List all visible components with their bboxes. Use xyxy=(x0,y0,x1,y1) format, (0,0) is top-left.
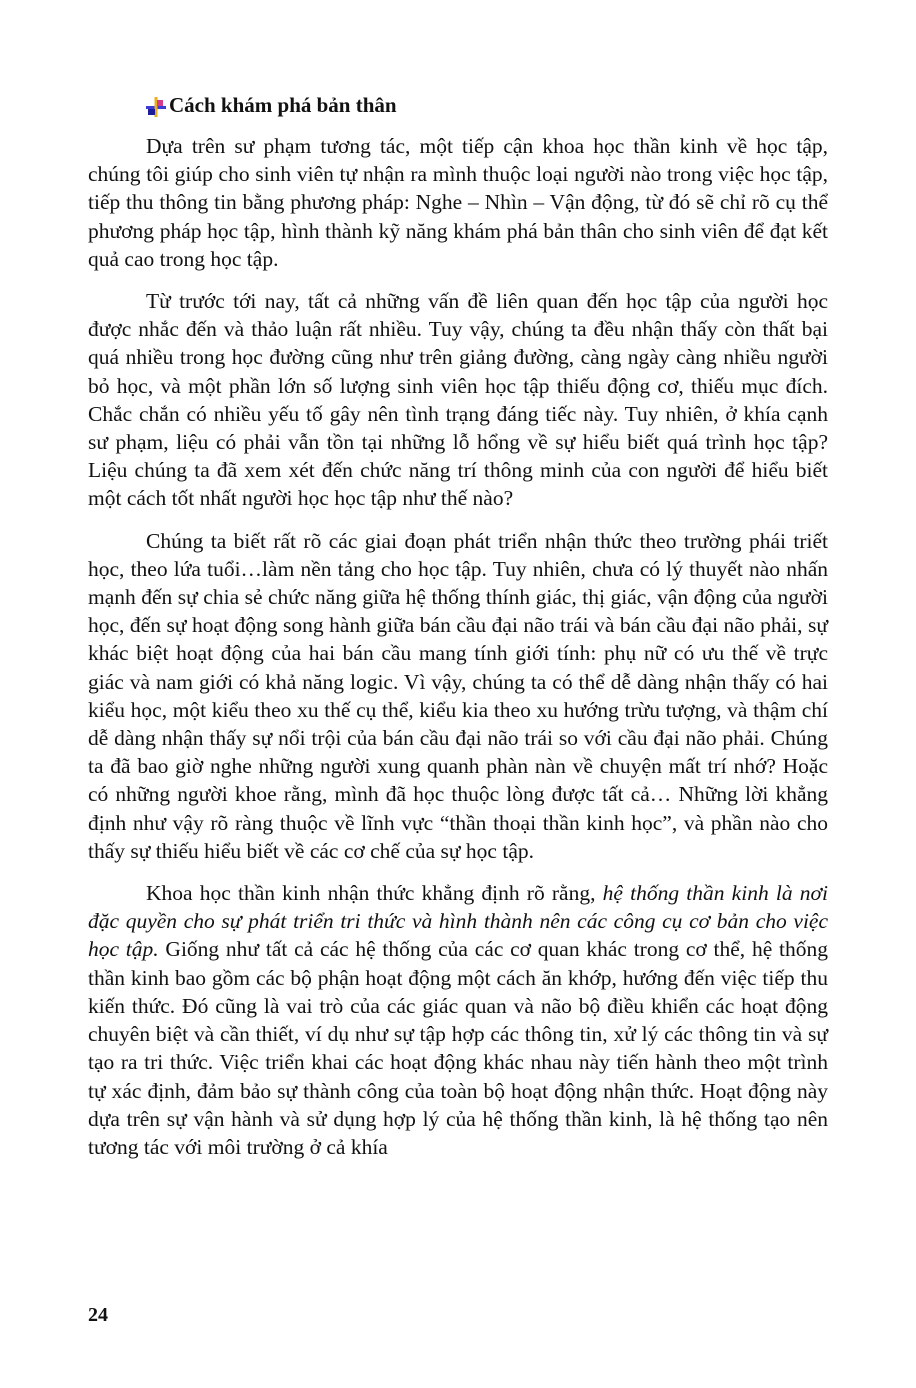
paragraph: Chúng ta biết rất rõ các giai đoạn phát triển nhận thức theo trường phái triết học, theo lứa tuổi…làm nền tảng cho học tập. Tuy nhiên, chưa có lý thuyết nào nhấn mạnh đến sự chia sẻ chức năng giữa hệ thống thính giác, thị giác, vận động của người học, đến sự hoạt động song hành giữa bán cầu đại não trái và bán cầu đại não phải, sự khác biệt hoạt động của hai bán cầu mang tính giới tính: phụ nữ có ưu thế về trực giác và nam giới có khả năng logic. Vì vậy, chúng ta có thể dễ dàng nhận thấy có hai kiểu học, một kiểu theo xu thế cụ thể, kiểu kia theo xu hướng trừu tượng, và thậm chí dễ dàng nhận thấy sự nổi trội của bán cầu đại não trái so với cầu đại não phải. Chúng ta đã bao giờ nghe những người xung quanh phàn nàn về chuyện mất trí nhớ? Hoặc có những người khoe rằng, mình đã học thuộc lòng được tất cả… Những lời khẳng định như vậy rõ ràng thuộc về lĩnh vực “thần thoại thần kinh học”, và phần nào cho thấy sự thiếu hiểu biết về các cơ chế của sự học tập. xyxy=(88,528,828,863)
page-number: 24 xyxy=(88,1304,108,1326)
body-text xyxy=(88,132,828,1175)
paragraph xyxy=(88,879,828,1161)
paragraph-lead: Khoa học thần kinh nhận thức khẳng định rõ rằng, xyxy=(146,881,603,906)
sparkle-bullet-icon xyxy=(146,95,166,115)
section-heading xyxy=(146,90,397,120)
paragraph: Từ trước tới nay, tất cả những vấn đề liên quan đến học tập của người học được nhắc đến và thảo luận rất nhiều. Tuy vậy, chúng ta đều nhận thấy còn thất bại quá nhiều trong học đường cũng như trên giảng đường, càng ngày càng nhiều người bỏ học, và một phần lớn số lượng sinh viên học tập thiếu động cơ, thiếu mục đích. Chắc chắn có nhiều yếu tố gây nên tình trạng đáng tiếc này. Tuy nhiên, ở khía cạnh sư phạm, liệu có phải vẫn tồn tại những lỗ hổng về sự hiểu biết quá trình học tập? Liệu chúng ta đã xem xét đến chức năng trí thông minh của con người để hiểu biết một cách tốt nhất người học học tập như thế nào? xyxy=(88,289,828,511)
section-heading-title: Cách khám phá bản thân xyxy=(169,93,397,117)
paragraph-italic-emphasis: hệ thống thần kinh là nơi đặc quyền cho sự phát triển tri thức và hình thành nên các công cụ cơ bản cho việc học tập. xyxy=(88,881,828,962)
paragraph-tail: Giống như tất cả các hệ thống của các cơ quan khác trong cơ thể, hệ thống thần kinh bao gồm các bộ phận hoạt động một cách ăn khớp, hướng đến việc tiếp thu kiến thức. Đó cũng là vai trò của các giác quan và não bộ điều khiển các hoạt động chuyên biệt và cần thiết, ví dụ như sự tập hợp các thông tin, xử lý các thông tin và sự tạo ra tri thức. Việc triển khai các hoạt động khác nhau này tiến hành theo một trình tự xác định, đảm bảo sự thành công của toàn bộ hoạt động nhận thức. Hoạt động này dựa trên sự vận hành và sử dụng hợp lý của hệ thống thần kinh, là hệ thống tạo nên tương tác với môi trường ở cả khía xyxy=(88,937,828,1159)
paragraph: Dựa trên sư phạm tương tác, một tiếp cận khoa học thần kinh về học tập, chúng tôi giúp cho sinh viên tự nhận ra mình thuộc loại người nào trong việc học tập, tiếp thu thông tin bằng phương pháp: Nghe – Nhìn – Vận động, từ đó sẽ chỉ rõ cụ thể phương pháp học tập, hình thành kỹ năng khám phá bản thân cho sinh viên để đạt kết quả cao trong học tập. xyxy=(88,134,828,271)
